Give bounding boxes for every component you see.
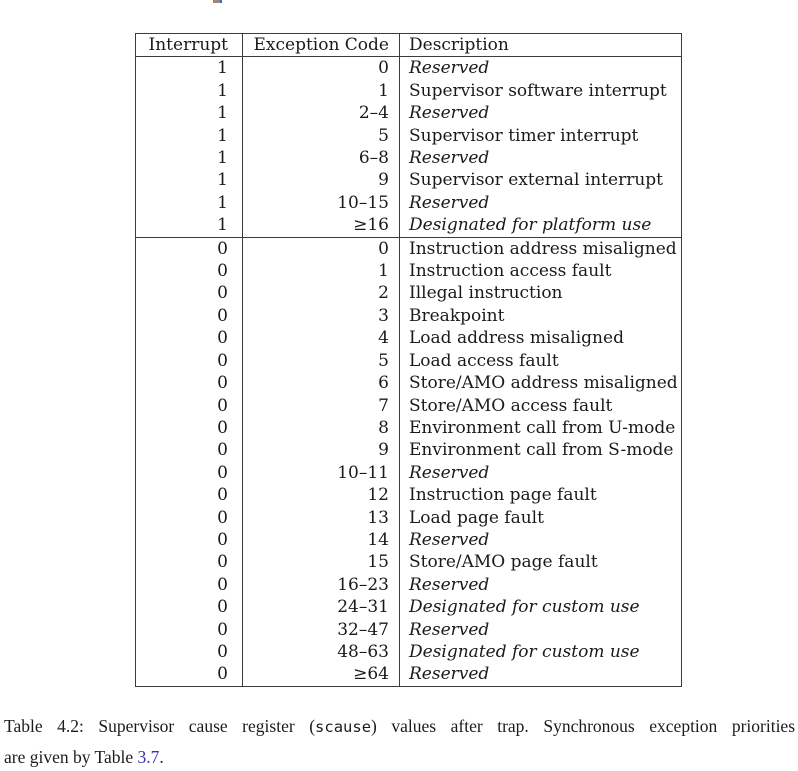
table-row [136,214,682,237]
cell-code: 24–31 [243,596,400,618]
cell-desc: Instruction page fault [409,485,597,506]
cell-code: 16–23 [243,574,400,596]
table-row [136,395,682,417]
scause-table [135,33,682,687]
table-row [136,125,682,147]
cell-code: 9 [243,169,400,191]
cell-interrupt: 0 [217,552,228,573]
cell-interrupt: 0 [217,283,228,304]
cell-desc: Instruction access fault [409,261,612,282]
cell-code: 48–63 [243,641,400,663]
cell-interrupt: 0 [217,395,228,416]
cell-code: 32–47 [243,619,400,641]
header-description: Description [400,34,682,57]
table-row [136,282,682,304]
cell-code: 10–15 [243,192,400,214]
cell-code: 14 [243,529,400,551]
table-3-7-link[interactable]: 3.7 [137,747,160,767]
table-row [136,417,682,439]
cell-interrupt: 1 [217,170,228,191]
table-row [136,596,682,618]
header-exception-code: Exception Code [243,34,400,57]
cell-desc: Environment call from S-mode [409,440,674,461]
cell-code: 5 [243,350,400,372]
table-row [136,237,682,260]
table-row [136,551,682,573]
table-row [136,102,682,124]
table-row [136,192,682,214]
caption-line-2 [4,742,795,771]
cell-interrupt: 0 [217,619,228,640]
cell-desc: Store/AMO address misaligned [409,373,678,394]
table-row [136,484,682,506]
cell-desc: Reserved [409,58,490,79]
cell-interrupt: 0 [217,328,228,349]
clipped-glyph-fragment [213,0,222,3]
cell-interrupt: 1 [217,80,228,101]
table-row [136,305,682,327]
table-row [136,80,682,102]
cell-interrupt: 0 [217,507,228,528]
cell-code: 0 [243,237,400,260]
cell-desc: Designated for custom use [409,597,640,618]
cell-desc: Store/AMO access fault [409,395,613,416]
cell-code: ≥16 [243,214,400,237]
cell-interrupt: 0 [217,350,228,371]
cell-interrupt: 1 [217,215,228,236]
cell-desc: Supervisor software interrupt [409,80,667,101]
cell-interrupt: 0 [217,641,228,662]
cell-interrupt: 0 [217,305,228,326]
cell-code: ≥64 [243,663,400,686]
cell-interrupt: 0 [136,237,243,260]
table-row [136,619,682,641]
cell-code: 6 [243,372,400,394]
header-interrupt: Interrupt [136,34,243,57]
table-row [136,574,682,596]
cell-desc: Breakpoint [409,305,505,326]
cell-code: 13 [243,507,400,529]
cell-desc: Load page fault [409,507,544,528]
cell-desc: Reserved [409,574,490,595]
cell-desc: Instruction address misaligned [400,237,682,260]
cell-code: 4 [243,327,400,349]
cell-desc: Reserved [409,664,490,685]
cell-code: 2–4 [243,102,400,124]
cell-interrupt: 0 [217,597,228,618]
caption-line-1 [4,711,795,742]
cell-desc: Reserved [409,529,490,550]
table-row [136,462,682,484]
table-body [136,57,682,686]
cell-code: 7 [243,395,400,417]
cell-desc: Designated for custom use [409,641,640,662]
table-row [136,327,682,349]
cell-desc: Illegal instruction [409,283,563,304]
cell-desc: Reserved [409,462,490,483]
caption-text: Table 4.2: Supervisor cause register ( [4,716,316,736]
cell-code: 10–11 [243,462,400,484]
cell-desc: Store/AMO page fault [409,552,598,573]
cell-desc: Supervisor timer interrupt [409,125,639,146]
cell-code: 1 [243,260,400,282]
caption-text: ) values after trap. Synchronous exception priorities [371,716,796,736]
table-row [136,439,682,461]
cell-desc: Supervisor external interrupt [409,170,663,191]
cell-code: 2 [243,282,400,304]
cell-code: 9 [243,439,400,461]
cell-desc: Reserved [409,192,490,213]
cell-interrupt: 0 [217,664,228,685]
cell-interrupt: 0 [217,574,228,595]
cell-interrupt: 0 [217,417,228,438]
cell-code: 12 [243,484,400,506]
cell-desc: Environment call from U-mode [409,417,676,438]
cell-desc: Reserved [409,148,490,169]
cell-interrupt: 1 [217,103,228,124]
caption-text: are given by Table [4,747,138,767]
cell-code: 5 [243,125,400,147]
cell-desc: Reserved [409,103,490,124]
table-row [136,641,682,663]
table-row [136,260,682,282]
cell-code: 3 [243,305,400,327]
cell-interrupt: 1 [217,192,228,213]
cell-code: 1 [243,80,400,102]
table-caption [4,711,795,771]
cell-interrupt: 0 [217,485,228,506]
caption-text: . [159,747,164,767]
scause-code-text: scause [315,718,372,736]
cell-desc: Designated for platform use [409,215,652,236]
table-row [136,350,682,372]
table-header-row [136,34,682,57]
cell-interrupt: 0 [217,373,228,394]
table-row [136,147,682,169]
cell-desc: Load address misaligned [409,328,624,349]
cell-code: 6–8 [243,147,400,169]
cell-interrupt: 1 [217,148,228,169]
cell-desc: Load access fault [409,350,559,371]
table-row [136,529,682,551]
cell-interrupt: 0 [217,261,228,282]
cell-code: 8 [243,417,400,439]
cell-interrupt: 1 [217,125,228,146]
table-row [136,372,682,394]
table-row [136,169,682,191]
cell-code: 15 [243,551,400,573]
table-row [136,663,682,686]
table-row [136,57,682,80]
cell-code: 0 [243,57,400,80]
table-row [136,507,682,529]
cell-interrupt: 0 [217,462,228,483]
cell-interrupt: 0 [217,529,228,550]
cell-interrupt: 0 [217,440,228,461]
cell-interrupt: 1 [217,58,228,79]
cell-desc: Reserved [409,619,490,640]
